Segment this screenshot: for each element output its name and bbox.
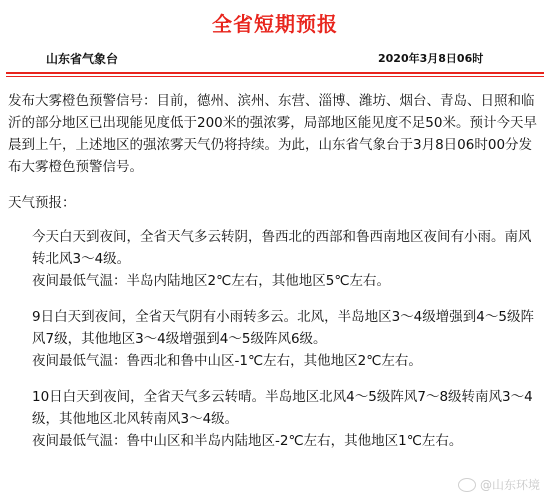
forecast-body (8, 90, 538, 452)
issuer: 山东省气象台 (46, 52, 119, 66)
meta-row (0, 50, 550, 70)
fog-alert-paragraph: 发布大雾橙色预警信号：目前，德州、滨州、东营、淄博、潍坊、烟台、青岛、日照和临沂的部分地区已出现能见度低于200米的强浓雾，局部地区能见度不足50米。预计今天早晨到上午，上述地区的强浓雾天气仍将持续。为此，山东省气象台于3月8日06时00分发布大雾橙色预警信号。 (8, 93, 537, 175)
forecast-heading: 天气预报： (8, 195, 76, 211)
day1-forecast: 今天白天到夜间，全省天气多云转阴，鲁西北的西部和鲁西南地区夜间有小雨。南风转北风3～4级。 (32, 229, 532, 267)
day2-min-temp: 夜间最低气温：鲁西北和鲁中山区-1℃左右，其他地区2℃左右。 (32, 353, 422, 369)
day1-min-temp: 夜间最低气温：半岛内陆地区2℃左右，其他地区5℃左右。 (32, 273, 390, 289)
issue-datetime: 2020年3月8日06时 (378, 52, 484, 65)
watermark-text: @山东环境 (479, 478, 540, 492)
day3-min-temp: 夜间最低气温：鲁中山区和半岛内陆地区-2℃左右，其他地区1℃左右。 (32, 433, 463, 449)
header-divider-thin (6, 76, 544, 77)
watermark (458, 476, 540, 493)
weibo-icon (458, 478, 476, 492)
header-divider (6, 72, 544, 74)
day3-forecast: 10日白天到夜间，全省天气多云转晴。半岛地区北风4～5级阵风7～8级转南风3～4级，其他地区北风转南风3～4级。 (32, 389, 533, 427)
day2-forecast: 9日白天到夜间，全省天气阴有小雨转多云。北风，半岛地区3～4级增强到4～5级阵风7级，其他地区3～4级增强到4～5级阵风6级。 (32, 309, 534, 347)
page-title: 全省短期预报 (212, 12, 338, 36)
